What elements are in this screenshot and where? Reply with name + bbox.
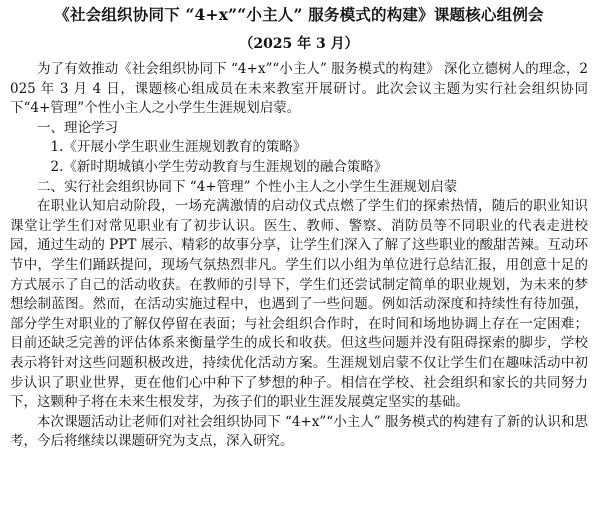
document-date: （2025 年 3 月）	[239, 36, 359, 52]
reading-list	[10, 138, 588, 177]
section2-paragraph: 在职业认知启动阶段，一场充满激情的启动仪式点燃了学生们的探索热情，随后的职业知识课堂让学生们对常见职业有了初步认识。医生、教师、警察、消防员等不同职业的代表走进校园，通过生动的 PPT 展示、精彩的故事分享，让学生们深入了解了这些职业的酸甜苦辣。互动环节中，学生们踊跃提问，现场气氛热烈非凡。学生们以小组为单位进行总结汇报，用创意十足的方式展示了自己的活动收获。在教师的引导下，学生们还尝试制定简单的职业规划，为未来的梦想绘制蓝图。然而，在活动实施过程中，也遇到了一些问题。例如活动深度和持续性有待加强，部分学生对职业的了解仅停留在表面；与社会组织合作时，在时间和场地协调上存在一定困难；目前还缺乏完善的评估体系来衡量学生的成长和收获。但这些问题并没有阻碍探索的脚步，学校表示将针对这些问题积极改进，持续优化活动方案。生涯规划启蒙不仅让学生们在趣味活动中初步认识了职业世界，更在他们心中种下了梦想的种子。相信在学校、社会组织和家长的共同努力下，这颗种子将在未来生根发芽，为孩子们的职业生涯发展奠定坚实的基础。	[10, 198, 588, 411]
document-body	[10, 60, 588, 452]
reading-item: 2.《新时期城镇小学生劳动教育与生涯规划的融合策略》	[50, 158, 388, 175]
document-title: 《社会组织协同下 “4+x”“小主人” 服务模式的构建》课题核心组例会	[54, 5, 544, 24]
intro-paragraph: 为了有效推动《社会组织协同下 “4+x”“小主人” 服务模式的构建》 深化立德树人的理念，2025 年 3 月 4 日，课题核心组成员在未来教室开展研讨。此次会议主题为实行社会组织协同下“4+管理”个性小主人之小学生生涯规划启蒙。	[10, 61, 588, 117]
section1-heading: 一、理论学习	[37, 119, 118, 136]
reading-item: 1.《开展小学生职业生涯规划教育的策略》	[50, 139, 307, 156]
closing-paragraph: 本次课题活动让老师们对社会组织协同下 “4+x”“小主人” 服务模式的构建有了新的认识和思考，今后将继续以课题研究为支点，深入研究。	[10, 413, 588, 450]
section2-heading: 二、实行社会组织协同下 “4+管理” 个性小主人之小学生生涯规划启蒙	[37, 178, 458, 195]
